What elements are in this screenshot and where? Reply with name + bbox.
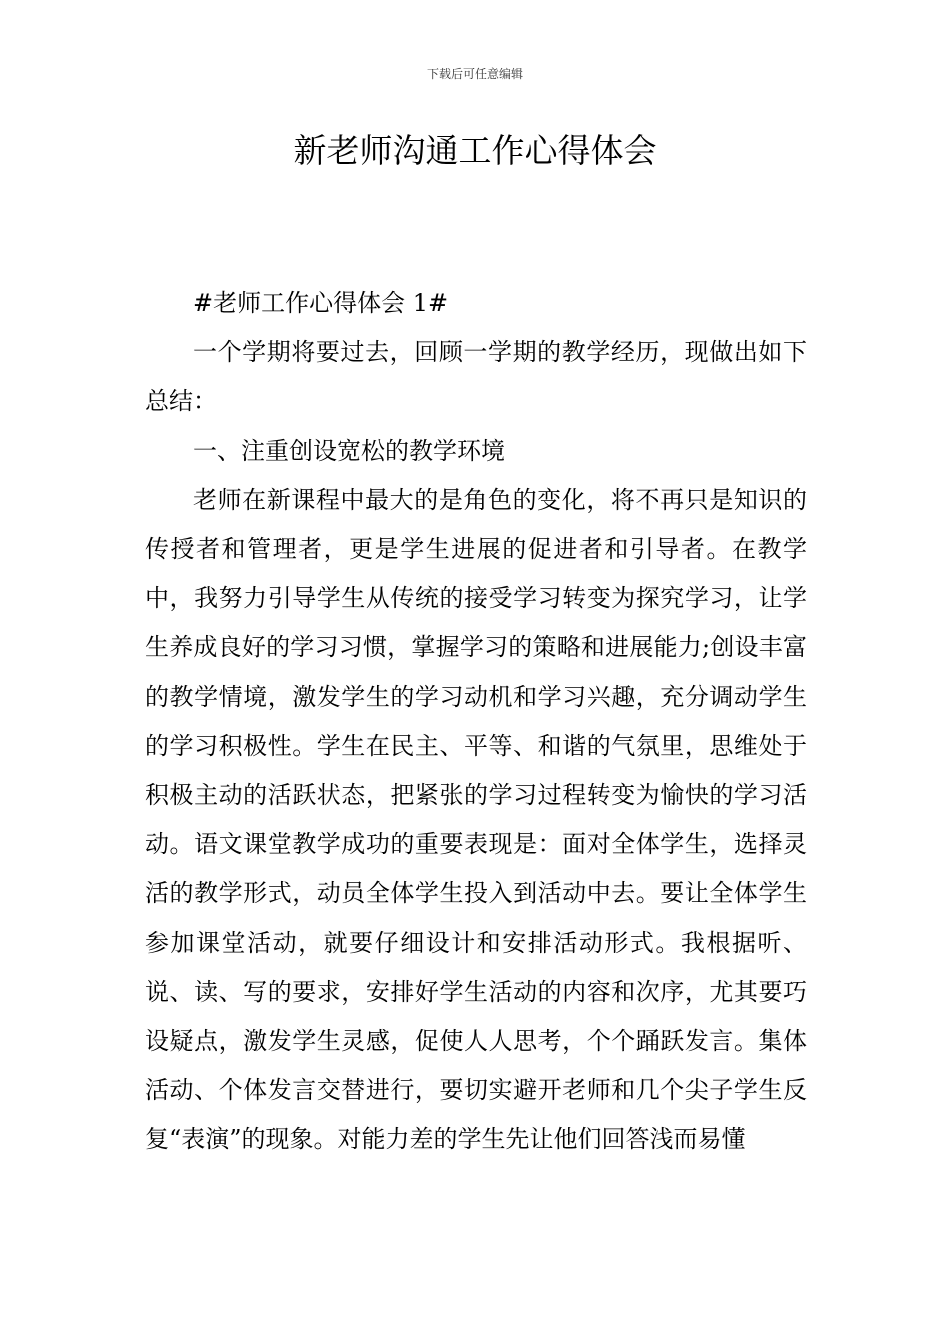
section-heading: 一、注重创设宽松的教学环境 — [193, 436, 505, 465]
document-body — [145, 279, 807, 1165]
body-paragraph: 老师在新课程中最大的是角色的变化，将不再只是知识的传授者和管理者，更是学生进展的促进者和引导者。在教学中，我努力引导学生从传统的接受学习转变为探究学习，让学生养成良好的学习习惯，掌握学习的策略和进展能力;创设丰富的教学情境，激发学生的学习动机和学习兴趣，充分调动学生的学习积极性。学生在民主、平等、和谐的气氛里，思维处于积极主动的活跃状态，把紧张的学习过程转变为愉快的学习活动。语文课堂教学成功的重要表现是：面对全体学生，选择灵活的教学形式，动员全体学生投入到活动中去。要让全体学生参加课堂活动，就要仔细设计和安排活动形式。我根据听、说、读、写的要求，安排好学生活动的内容和次序，尤其要巧设疑点，激发学生灵感，促使人人思考，个个踊跃发言。集体活动、个体发言交替进行，要切实避开老师和几个尖子学生反复“表演”的现象。对能力差的学生先让他们回答浅而易懂 — [145, 485, 807, 1154]
header-note: 下载后可任意编辑 — [426, 67, 523, 81]
body-paragraph: 一个学期将要过去，回顾一学期的教学经历，现做出如下总结： — [145, 338, 807, 416]
body-paragraph: #老师工作心得体会 1# — [193, 289, 449, 317]
document-title: 新老师沟通工作心得体会 — [293, 131, 657, 170]
